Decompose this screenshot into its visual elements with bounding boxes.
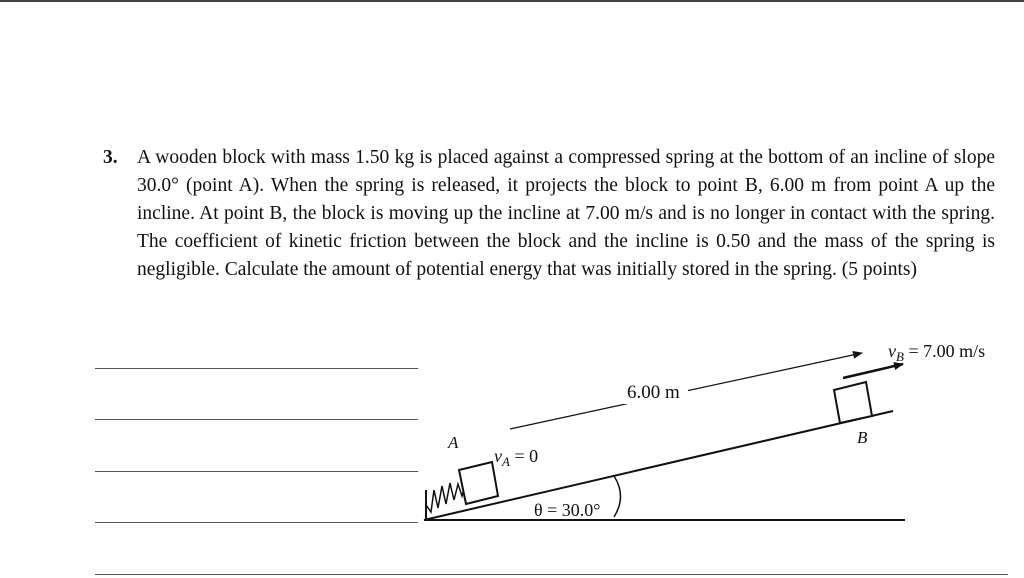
velocity-b-symbol: v [888,341,896,361]
problem-text: A wooden block with mass 1.50 kg is placed against a compressed spring at the bottom of an incline of slope 30.0° (point A). When the spring is released, it projects the block to point B, 6.00 m from point A up the incline. At point B, the block is moving up the incline at 7.00 m/s and is no longer in contact with the spring. The coefficient of kinetic friction between the block and the incline is 0.50 and the mass of the spring is negligible. Calculate the amount of potential energy that was initially stored in the spring. (5 points) [137,147,995,280]
block-at-a [459,462,498,504]
spring [426,482,466,512]
distance-label: 6.00 m [627,382,680,403]
point-b-label: B [857,428,868,447]
velocity-b-label [888,341,985,364]
velocity-a-subscript: A [502,454,510,469]
point-a-label: A [448,433,459,452]
angle-label [534,500,600,520]
block-at-b [834,382,872,423]
velocity-a-symbol: v [494,446,502,466]
velocity-b-value: = 7.00 m/s [903,341,986,361]
velocity-b-subscript: B [896,349,904,364]
angle-arc [614,476,621,517]
velocity-a-value: = 0 [509,446,539,466]
angle-symbol: θ [534,500,543,520]
problem-number: 3. [103,147,118,168]
velocity-b-arrow [843,364,903,378]
angle-value: = 30.0° [542,500,601,520]
velocity-a-label [494,446,538,469]
